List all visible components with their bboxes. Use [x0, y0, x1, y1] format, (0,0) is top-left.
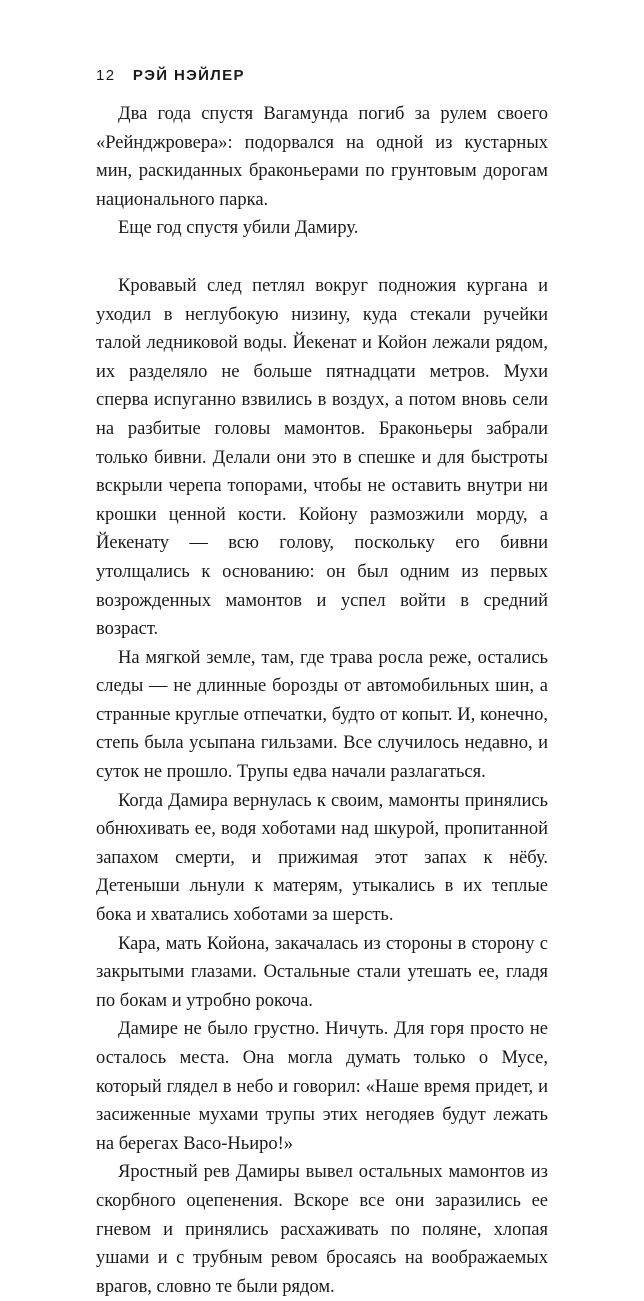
paragraph: Когда Дамира вернулась к своим, мамонты принялись обнюхивать ее, водя хоботами над шкурой, пропитанной запахом смерти, и прижимая этот запах к нёбу. Детеныши льнули к матерям, утыкались в их теплые бока и хватались хоботами за шерсть. — [96, 790, 548, 926]
paragraph: Еще год спустя убили Дамиру. — [118, 218, 359, 239]
paragraph: Яростный рев Дамиры вывел остальных мамонтов из скорбного оцепенения. Вскоре все они заразились ее гневом и принялись расхаживать по поляне, хлопая ушами и с трубным ревом бросаясь на воображаемых врагов, словно те были рядом. — [96, 1162, 548, 1297]
section-break — [96, 243, 548, 272]
paragraph: Кровавый след петлял вокруг подножия кургана и уходил в неглубокую низину, куда стекали ручейки талой ледниковой воды. Йекенат и Койон лежали рядом, их разделяло не больше пятнадцати метров. Мухи сперва испуганно взвились в воздух, а потом вновь сели на разбитые головы мамонтов. Браконьеры забрали только бивни. Делали они это в спешке и для быстроты вскрыли черепа топорами, чтобы не оставить внутри ни крошки ценной кости. Койону размозжили морду, а Йекенату — всю голову, поскольку его бивни утолщались к основанию: он был одним из первых возрожденных мамонтов и успел войти в средний возраст. — [96, 275, 548, 640]
running-head-author: РЭЙ НЭЙЛЕР — [132, 67, 245, 84]
running-head — [96, 66, 548, 86]
book-page — [96, 66, 548, 1301]
page-number: 12 — [96, 67, 116, 84]
paragraph: Дамире не было грустно. Ничуть. Для горя просто не осталось места. Она могла думать только о Мусе, который глядел в небо и говорил: «Наше время придет, и засиженные мухами трупы этих негодяев будут лежать на берегах Васо-Ньиро!» — [96, 1019, 548, 1154]
paragraph: На мягкой земле, там, где трава росла реже, остались следы — не длинные борозды от автомобильных шин, а странные круглые отпечатки, будто от копыт. И, конечно, степь была усыпана гильзами. Все случилось недавно, и суток не прошло. Трупы едва начали разлагаться. — [96, 647, 548, 783]
paragraph: Кара, мать Койона, закачалась из стороны в сторону с закрытыми глазами. Остальные стали утешать ее, гладя по бокам и утробно рокоча. — [96, 933, 548, 1011]
body-text — [96, 100, 548, 1301]
paragraph: Два года спустя Вагамунда погиб за рулем своего «Рейнджровера»: подорвался на одной из кустарных мин, раскиданных браконьерами по грунтовым дорогам национального парка. — [96, 104, 548, 210]
